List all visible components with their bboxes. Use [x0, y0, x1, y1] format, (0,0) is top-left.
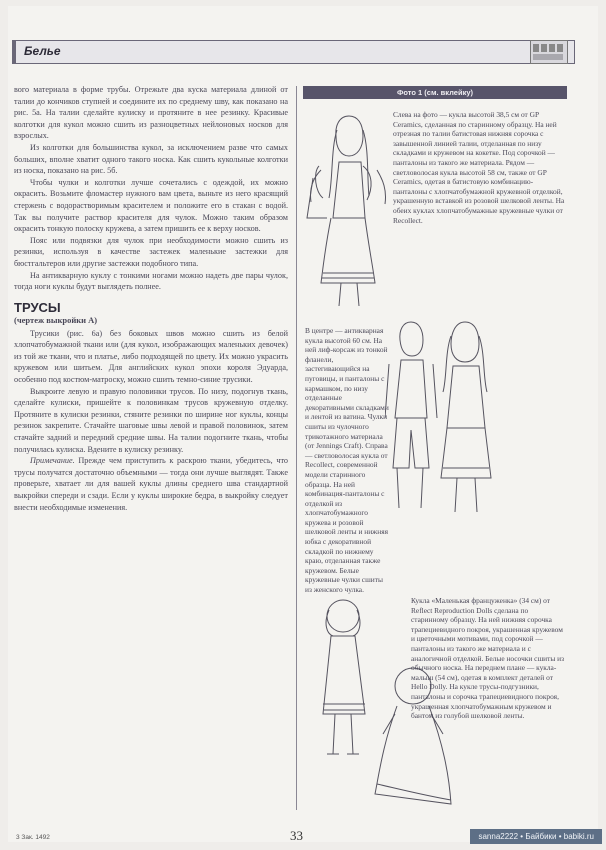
- subsection-title: ТРУСЫ: [14, 299, 61, 315]
- subsection-subtitle: (чертеж выкройки А): [14, 314, 98, 325]
- paragraph: Трусики (рис. 6а) без боковых швов можно сшить из белой хлопчатобумажной ткани или (для кукол, изображающих маленьких девочек) из той же ткани, что и платье, либо подходящей по цвету. Их можно украсить кружевом или шитьем. Для английских кукол эпохи короля Эдуарда, особенно под костюм-матроску, можно сшить темно-синие трусики.: [14, 328, 288, 385]
- paragraph: вого материала в форме трубы. Отрежьте два куска материала длиной от талии до кончиков ступней и соедините их по среднему шву, как показано на рис. 5а. На талии сделайте кулиску и протяните в нее резинку. Красивые колготки для кукол можно сшить из разноцветных нейлоновых носков для взрослых.: [14, 85, 288, 141]
- section-title: Белье: [24, 44, 61, 58]
- photo-caption-2: В центре — антикварная кукла высотой 60 см. На ней лиф-корсаж из тонкой фланели, застегивающийся на пуговицы, и панталоны с кармашком, по низу отделанные декоративными складками и лентой из ватина. Чулки сшиты из чулочного трикотажного материала (от Jennings Craft). Справа — светловолосая кукла от Recollect, современной модели старинного образца. На ней комбинация-панталоны с отделкой из хлопчатобумажного кружева и розовой шелковой ленты и нижняя юбка с декоративной складкой по нижнему краю, отделанная также кружевом. Белые кружевные чулки сшиты из женского чулка.: [305, 326, 389, 595]
- watermark-banner: sanna2222 • Байбики • babiki.ru: [470, 829, 602, 844]
- note-paragraph: [14, 455, 288, 513]
- footer-order-number: 3 Зак. 1492: [16, 834, 50, 841]
- section-header: [12, 40, 575, 64]
- paragraph: Из колготки для большинства кукол, за исключением разве что самых больших, вполне хватит одного такого носка. Как сшить кукольные колготки из носка, показано на рис. 5б.: [14, 142, 288, 176]
- publisher-logo: [530, 40, 568, 64]
- paragraph: На антикварную куклу с тонкими ногами можно надеть две пары чулок, тогда ноги куклы будут выглядеть полнее.: [14, 270, 288, 292]
- right-caption-column: [296, 86, 571, 810]
- left-text-column: [14, 84, 288, 513]
- logo-icon: [531, 41, 567, 63]
- paragraph: Пояс или подвязки для чулок при необходимости можно сшить из резинки, используя в качестве застежек маленькие застежки для бюстгальтеров или другие застежки подобного типа.: [14, 235, 288, 268]
- paragraph: Выкроите левую и правую половинки трусов. По низу, подогнув ткань, сделайте кулиски, пришейте к половинкам трусов кружевную отделку. Протяните в кулиски резинки, стяните резинки по ширине ног куклы, концы резинок закрепите. Стачайте шаговые швы левой и правой половинок, затем стачайте задний и передний средние швы. На талии подогните ткань, чтобы получилась кулиска. Вдените в кулиску резинку.: [14, 386, 288, 454]
- paragraph: Чтобы чулки и колготки лучше сочетались с одеждой, их можно окрасить. Возьмите фломастер нужного вам цвета, выньте из него красящий стержень с водорастворимым красителем и положите его в стакан с водой. Так вы получите раствор красителя для чулок. Можно таким образом окрасить тонкую полоску кружева, а затем пришить ее к верху носков.: [14, 177, 288, 234]
- photo-caption-3: Кукла «Маленькая француженка» (34 см) от Reflect Reproduction Dolls сделана по старинному образцу. На ней нижняя сорочка трапециевидного покроя, украшенная кружевом и цветочными мотивами, под сорочкой — панталоны из такого же материала и с аналогичной отделкой. Белые носочки сшиты из обычного носка. На переднем плане — кукла-малыш (54 см), одетая в комплект деталей от Hello Dolly. На кукле трусы-подгузники, панталоны и сорочка трапециевидного покроя, украшенная хлопчатобумажным кружевом и бантом из голубой шелковой ленты.: [411, 596, 565, 721]
- dolls-undergarments-drawing: [385, 318, 495, 518]
- photo-caption-2-part: [305, 326, 389, 595]
- page-number: 33: [290, 828, 303, 843]
- note-text: Прежде чем приступить к раскрою ткани, убедитесь, что трусы получатся достаточно объемными — тогда они лучше выглядят. Также проверьте, хватает ли для вашей куклы длины среднего шва стандартной выкройки спереди и сзади. Если у куклы широкие бедра, в выкройку следует внести необходимые изменения.: [14, 456, 289, 512]
- photo-reference-bar: Фото 1 (см. вклейку): [303, 86, 567, 99]
- photo-caption-1: Слева на фото — кукла высотой 38,5 см от GP Ceramics, сделанная по старинному образцу. На ней отрезная по талии батистовая нижняя сорочка с завышенной линией талии, отделанная по низу складками и кружевом на кокетке. Под сорочкой — панталоны из такого же материала. Рядом — светловолосая кукла высотой 58 см, также от GP Ceramics, одетая в батистовую комбинацию-панталоны с хлопчатобумажной кружевной отделкой, украшенную вставкой из розовой шелковой ленты. На обеих куклах хлопчатобумажные кружевные чулки от Recollect.: [393, 110, 565, 225]
- two-dolls-drawing: [303, 108, 391, 313]
- note-label: Примечание.: [30, 456, 75, 466]
